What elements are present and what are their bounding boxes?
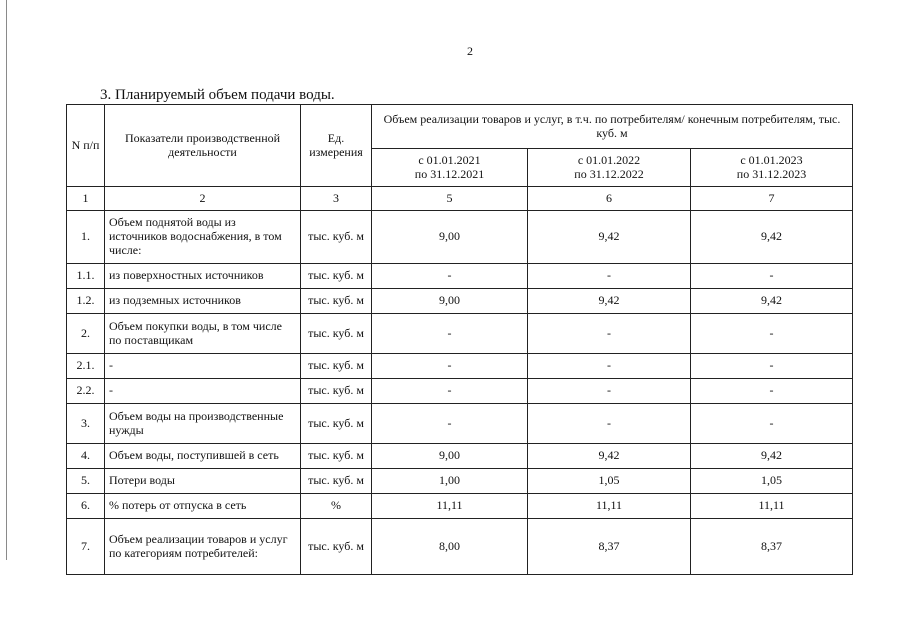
- column-number: 6: [528, 187, 691, 211]
- row-num: 1.2.: [67, 289, 105, 314]
- period-to: по 31.12.2023: [736, 166, 807, 181]
- row-value-2023: 9,42: [691, 444, 853, 469]
- row-value-2023: -: [691, 404, 853, 444]
- header-period-2022: [528, 149, 691, 187]
- row-num: 1.: [67, 211, 105, 264]
- row-value-2023: -: [691, 379, 853, 404]
- row-unit: тыс. куб. м: [301, 404, 372, 444]
- period-from: с 01.01.2023: [740, 152, 803, 167]
- row-unit: тыс. куб. м: [301, 469, 372, 494]
- row-value-2021: -: [372, 404, 528, 444]
- row-num: 3.: [67, 404, 105, 444]
- row-value-2023: 9,42: [691, 289, 853, 314]
- row-unit: тыс. куб. м: [301, 444, 372, 469]
- table-row: [67, 494, 853, 519]
- row-unit: %: [301, 494, 372, 519]
- row-indicator: из поверхностных источников: [105, 264, 301, 289]
- row-value-2022: -: [528, 379, 691, 404]
- period-to: по 31.12.2022: [574, 166, 644, 181]
- row-value-2022: 1,05: [528, 469, 691, 494]
- table-row: [67, 264, 853, 289]
- row-unit: тыс. куб. м: [301, 519, 372, 575]
- column-number: 2: [105, 187, 301, 211]
- header-unit: Ед. измерения: [301, 105, 372, 187]
- column-number: 7: [691, 187, 853, 211]
- table-row: [67, 211, 853, 264]
- row-value-2023: 1,05: [691, 469, 853, 494]
- row-value-2023: 11,11: [691, 494, 853, 519]
- header-volume-group: Объем реализации товаров и услуг, в т.ч. по потребителям/ конечным потребителям, тыс. куб. м: [372, 105, 853, 149]
- row-indicator: -: [105, 354, 301, 379]
- row-num: 2.2.: [67, 379, 105, 404]
- section-title: 3. Планируемый объем подачи воды.: [100, 87, 335, 103]
- row-unit: тыс. куб. м: [301, 314, 372, 354]
- row-value-2021: 1,00: [372, 469, 528, 494]
- row-num: 6.: [67, 494, 105, 519]
- table-row: [67, 444, 853, 469]
- row-unit: тыс. куб. м: [301, 354, 372, 379]
- row-value-2021: -: [372, 354, 528, 379]
- row-indicator: -: [105, 379, 301, 404]
- period-from: с 01.01.2021: [418, 152, 481, 167]
- row-num: 7.: [67, 519, 105, 575]
- row-value-2022: 9,42: [528, 289, 691, 314]
- row-indicator: Потери воды: [105, 469, 301, 494]
- row-value-2021: 9,00: [372, 444, 528, 469]
- row-value-2023: -: [691, 264, 853, 289]
- row-unit: тыс. куб. м: [301, 211, 372, 264]
- row-value-2022: -: [528, 354, 691, 379]
- row-indicator: % потерь от отпуска в сеть: [105, 494, 301, 519]
- row-value-2021: 8,00: [372, 519, 528, 575]
- row-unit: тыс. куб. м: [301, 289, 372, 314]
- table-row: [67, 469, 853, 494]
- header-period-2023: [691, 149, 853, 187]
- water-supply-table: [66, 104, 853, 575]
- header-row: [67, 105, 853, 149]
- column-number-row: [67, 187, 853, 211]
- row-value-2023: -: [691, 314, 853, 354]
- row-num: 2.1.: [67, 354, 105, 379]
- row-value-2021: -: [372, 379, 528, 404]
- row-num: 2.: [67, 314, 105, 354]
- row-indicator: Объем реализации товаров и услуг по категориям потребителей:: [105, 519, 301, 575]
- table-row: [67, 289, 853, 314]
- row-num: 5.: [67, 469, 105, 494]
- table-row: [67, 404, 853, 444]
- row-unit: тыс. куб. м: [301, 264, 372, 289]
- row-value-2021: 11,11: [372, 494, 528, 519]
- row-indicator: из подземных источников: [105, 289, 301, 314]
- period-to: по 31.12.2021: [414, 166, 485, 181]
- row-value-2022: -: [528, 264, 691, 289]
- header-num: N п/п: [67, 105, 105, 187]
- row-value-2022: 9,42: [528, 211, 691, 264]
- scan-edge-line: [6, 0, 7, 560]
- row-indicator: Объем покупки воды, в том числе по поставщикам: [105, 314, 301, 354]
- row-value-2023: -: [691, 354, 853, 379]
- header-indicator: Показатели производственной деятельности: [105, 105, 301, 187]
- period-from: с 01.01.2022: [577, 152, 641, 167]
- row-num: 4.: [67, 444, 105, 469]
- row-indicator: Объем воды, поступившей в сеть: [105, 444, 301, 469]
- row-unit: тыс. куб. м: [301, 379, 372, 404]
- row-value-2021: 9,00: [372, 289, 528, 314]
- row-indicator: Объем воды на производственные нужды: [105, 404, 301, 444]
- row-value-2021: -: [372, 264, 528, 289]
- column-number: 5: [372, 187, 528, 211]
- page-number: 2: [467, 44, 473, 58]
- table-row: [67, 354, 853, 379]
- table-row: [67, 519, 853, 575]
- table-row: [67, 379, 853, 404]
- row-value-2021: 9,00: [372, 211, 528, 264]
- header-period-2021: [372, 149, 528, 187]
- column-number: 1: [67, 187, 105, 211]
- row-num: 1.1.: [67, 264, 105, 289]
- row-value-2023: 8,37: [691, 519, 853, 575]
- row-indicator: Объем поднятой воды из источников водоснабжения, в том числе:: [105, 211, 301, 264]
- table-row: [67, 314, 853, 354]
- row-value-2023: 9,42: [691, 211, 853, 264]
- row-value-2022: 8,37: [528, 519, 691, 575]
- column-number: 3: [301, 187, 372, 211]
- row-value-2022: -: [528, 314, 691, 354]
- row-value-2022: -: [528, 404, 691, 444]
- row-value-2022: 11,11: [528, 494, 691, 519]
- row-value-2022: 9,42: [528, 444, 691, 469]
- row-value-2021: -: [372, 314, 528, 354]
